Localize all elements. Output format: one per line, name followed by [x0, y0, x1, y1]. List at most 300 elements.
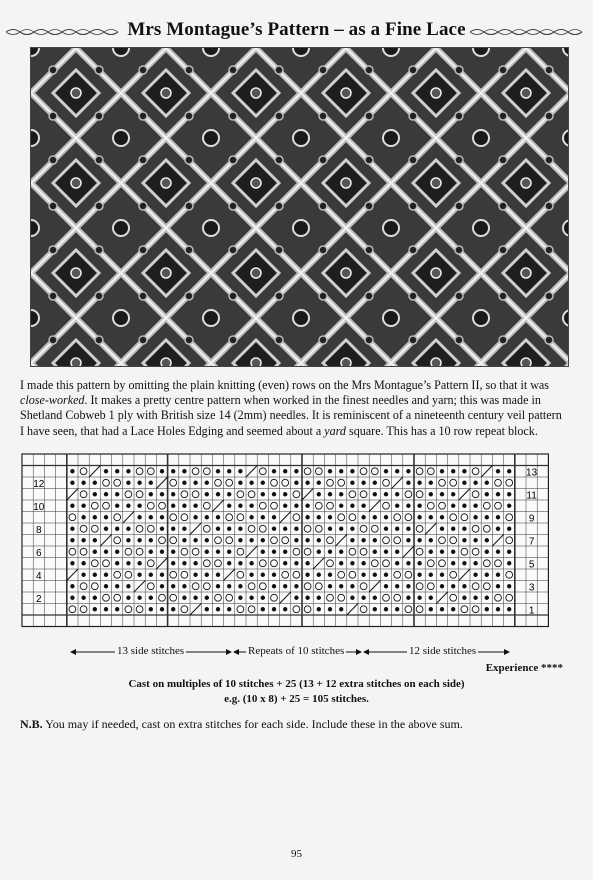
stitch-mark [328, 550, 332, 554]
stitch-mark [93, 538, 97, 542]
stitch-mark [171, 527, 175, 531]
stitch-mark [361, 573, 365, 577]
stitch-mark [249, 573, 253, 577]
stitch-mark [429, 550, 433, 554]
stitch-mark [485, 538, 489, 542]
stitch-mark [339, 504, 343, 508]
stitch-mark [272, 515, 276, 519]
stitch-mark [137, 481, 141, 485]
stitch-mark [81, 573, 85, 577]
stitch-mark [261, 492, 265, 496]
stitch-mark [171, 561, 175, 565]
stitch-mark [126, 596, 130, 600]
stitch-mark [440, 550, 444, 554]
stitch-mark [137, 504, 141, 508]
stitch-mark [137, 538, 141, 542]
stitch-mark [507, 527, 511, 531]
stitch-mark [137, 515, 141, 519]
stitch-mark [160, 469, 164, 473]
stitch-mark [373, 573, 377, 577]
stitch-mark [171, 492, 175, 496]
stitch-mark [485, 481, 489, 485]
stitch-mark [317, 515, 321, 519]
stitch-mark [81, 596, 85, 600]
stitch-mark [305, 573, 309, 577]
stitch-mark [462, 584, 466, 588]
stitch-mark [417, 538, 421, 542]
stitch-mark [361, 538, 365, 542]
stitch-mark [149, 481, 153, 485]
stitch-mark [406, 596, 410, 600]
stitch-mark [182, 584, 186, 588]
stitch-mark [193, 515, 197, 519]
stitch-mark [395, 469, 399, 473]
stitch-mark [429, 607, 433, 611]
stitch-mark [294, 561, 298, 565]
stitch-mark [261, 596, 265, 600]
stitch-mark [429, 538, 433, 542]
stitch-mark [93, 481, 97, 485]
stitch-mark [496, 527, 500, 531]
stitch-mark [485, 596, 489, 600]
stitch-mark [249, 515, 253, 519]
stitch-mark [205, 481, 209, 485]
stitch-mark [507, 550, 511, 554]
stitch-mark [216, 550, 220, 554]
stitch-mark [417, 573, 421, 577]
stitch-mark [160, 527, 164, 531]
stitch-mark [328, 469, 332, 473]
stitch-mark [417, 561, 421, 565]
stitch-mark [227, 492, 231, 496]
paragraph-text: I made this pattern by omitting the plain knitting (even) rows on the Mrs Montague’s Pattern II, so that it was [20, 378, 550, 392]
stitch-mark [328, 607, 332, 611]
stitch-mark [384, 584, 388, 588]
stitch-mark [440, 573, 444, 577]
stitch-mark [171, 550, 175, 554]
stitch-mark [384, 492, 388, 496]
chart-frame [22, 454, 548, 627]
stitch-mark [160, 492, 164, 496]
stitch-mark [507, 561, 511, 565]
stitch-mark [373, 607, 377, 611]
left-row-number: 10 [33, 501, 45, 513]
stitch-mark [473, 504, 477, 508]
stitch-mark [160, 607, 164, 611]
stitch-mark [451, 607, 455, 611]
stitch-mark [205, 596, 209, 600]
stitch-mark [485, 492, 489, 496]
left-row-number: 6 [36, 547, 42, 559]
stitch-mark [384, 550, 388, 554]
stitch-mark [462, 469, 466, 473]
stitch-mark [473, 538, 477, 542]
stitch-mark [93, 550, 97, 554]
paragraph-text: square. This has a 10 row repeat block. [345, 423, 538, 438]
stitch-mark [193, 561, 197, 565]
stitch-mark [238, 561, 242, 565]
stitch-mark [115, 527, 119, 531]
page-number: 95 [291, 848, 302, 860]
stitch-mark [485, 573, 489, 577]
right-row-number: 1 [528, 605, 535, 617]
stitch-mark [350, 504, 354, 508]
stitch-mark [373, 515, 377, 519]
stitch-mark [93, 515, 97, 519]
stitch-mark [182, 504, 186, 508]
stitch-mark [328, 492, 332, 496]
stitch-mark [373, 538, 377, 542]
stitch-mark [294, 596, 298, 600]
note [20, 717, 463, 732]
stitch-mark [440, 492, 444, 496]
stitch-mark [350, 469, 354, 473]
stitch-mark [429, 481, 433, 485]
stitch-mark [496, 492, 500, 496]
stitch-mark [126, 561, 130, 565]
stitch-mark [261, 573, 265, 577]
stitch-mark [395, 492, 399, 496]
note-lead: N.B. [20, 717, 43, 731]
stitch-mark [70, 481, 74, 485]
stitch-mark [238, 584, 242, 588]
stitch-mark [227, 469, 231, 473]
stitch-mark [283, 527, 287, 531]
paragraph-emphasis: yard [324, 423, 346, 438]
stitch-mark [328, 515, 332, 519]
stitch-mark [462, 561, 466, 565]
description-paragraph [20, 378, 568, 439]
stitch-mark [182, 481, 186, 485]
stitch-mark [93, 492, 97, 496]
stitch-mark [361, 481, 365, 485]
stitch-mark [406, 469, 410, 473]
lace-photo [30, 47, 569, 367]
stitch-mark [182, 538, 186, 542]
stitch-mark [440, 515, 444, 519]
stitch-mark [305, 561, 309, 565]
stitch-mark [205, 607, 209, 611]
stitch-mark [317, 607, 321, 611]
repeats-label: Repeats of 10 stitches [248, 645, 345, 657]
knitting-chart-grid [19, 451, 577, 635]
left-row-number: 4 [36, 570, 42, 582]
stitch-mark [496, 550, 500, 554]
stitch-mark [496, 607, 500, 611]
page-title: Mrs Montague’s Pattern – as a Fine Lace [127, 19, 466, 40]
stitch-mark [182, 527, 186, 531]
stitch-mark [339, 561, 343, 565]
stitch-mark [395, 607, 399, 611]
stitch-mark [205, 550, 209, 554]
stitch-mark [339, 492, 343, 496]
stitch-mark [81, 481, 85, 485]
stitch-mark [126, 527, 130, 531]
stitch-mark [339, 607, 343, 611]
stitch-mark [227, 561, 231, 565]
stitch-mark [384, 515, 388, 519]
stitch-mark [473, 515, 477, 519]
stitch-mark [373, 481, 377, 485]
stitch-mark [361, 561, 365, 565]
stitch-mark [272, 550, 276, 554]
stitch-mark [205, 492, 209, 496]
stitch-mark [451, 469, 455, 473]
cast-on-example: e.g. (10 x 8) + 25 = 105 stitches. [224, 693, 369, 705]
stitch-mark [104, 527, 108, 531]
stitch-mark [93, 607, 97, 611]
stitch-mark [350, 584, 354, 588]
stitch-mark [149, 538, 153, 542]
stitch-mark [339, 527, 343, 531]
right-row-number: 7 [528, 536, 535, 548]
stitch-mark [93, 596, 97, 600]
stitch-mark [395, 527, 399, 531]
stitch-mark [473, 573, 477, 577]
stitch-mark [328, 573, 332, 577]
stitch-mark [70, 596, 74, 600]
paragraph-emphasis: close-worked [20, 393, 85, 408]
left-row-number: 2 [36, 593, 42, 605]
stitch-mark [294, 504, 298, 508]
right-row-number: 9 [528, 513, 535, 525]
stitch-mark [350, 596, 354, 600]
stitch-mark [227, 527, 231, 531]
experience-rating: Experience **** [485, 662, 563, 674]
stitch-mark [104, 573, 108, 577]
stitch-mark [417, 504, 421, 508]
stitch-mark [283, 584, 287, 588]
stitch-mark [227, 584, 231, 588]
stitch-mark [373, 492, 377, 496]
right-row-number: 13 [526, 467, 538, 479]
stitch-mark [193, 596, 197, 600]
stitch-mark [417, 481, 421, 485]
stitch-mark [406, 561, 410, 565]
stitch-mark [104, 492, 108, 496]
stitch-mark [216, 469, 220, 473]
stitch-mark [317, 492, 321, 496]
stitch-mark [81, 515, 85, 519]
stitch-mark [126, 504, 130, 508]
stitch-mark [417, 596, 421, 600]
stitch-mark [384, 607, 388, 611]
stitch-mark [451, 492, 455, 496]
stitch-mark [462, 596, 466, 600]
stitch-mark [249, 504, 253, 508]
stitch-mark [507, 584, 511, 588]
stitch-mark [70, 504, 74, 508]
left-row-number: 8 [36, 524, 42, 536]
knitting-chart [19, 451, 577, 635]
stitch-mark [305, 538, 309, 542]
stitch-mark [171, 469, 175, 473]
stitch-mark [361, 504, 365, 508]
stitch-mark [384, 469, 388, 473]
stitch-mark [70, 561, 74, 565]
stitch-mark [496, 469, 500, 473]
stitch-mark [507, 492, 511, 496]
stitch-mark [451, 550, 455, 554]
stitch-mark [261, 538, 265, 542]
stitch-mark [238, 596, 242, 600]
stitch-mark [294, 584, 298, 588]
stitch-mark [272, 469, 276, 473]
cast-on-line: Cast on multiples of 10 stitches + 25 (13 + 12 extra stitches on each side) [128, 678, 465, 690]
stitch-mark [104, 515, 108, 519]
stitch-mark [216, 573, 220, 577]
stitch-mark [473, 561, 477, 565]
stitch-mark [272, 573, 276, 577]
stitch-mark [339, 469, 343, 473]
stitch-mark [283, 504, 287, 508]
stitch-mark [171, 504, 175, 508]
stitch-mark [328, 584, 332, 588]
stitch-mark [115, 561, 119, 565]
stitch-mark [249, 538, 253, 542]
stitch-mark [317, 481, 321, 485]
stitch-mark [70, 527, 74, 531]
stitch-mark [160, 515, 164, 519]
stitch-mark [149, 492, 153, 496]
stitch-mark [451, 584, 455, 588]
stitch-mark [126, 469, 130, 473]
stitch-mark [429, 492, 433, 496]
stitch-mark [115, 492, 119, 496]
stitch-mark [328, 527, 332, 531]
stitch-mark [395, 550, 399, 554]
stitch-mark [149, 607, 153, 611]
right-row-number: 5 [528, 559, 535, 571]
stitch-mark [406, 538, 410, 542]
stitch-mark [115, 584, 119, 588]
stitch-mark [294, 527, 298, 531]
side-left-label: 13 side stitches [117, 645, 185, 657]
stitch-mark [283, 550, 287, 554]
stitch-mark [81, 561, 85, 565]
stitch-mark [294, 538, 298, 542]
stitch-mark [205, 573, 209, 577]
left-row-number: 12 [33, 478, 45, 490]
stitch-mark [350, 561, 354, 565]
stitch-mark [193, 481, 197, 485]
stitch-mark [115, 550, 119, 554]
stitch-mark [305, 504, 309, 508]
stitch-mark [137, 596, 141, 600]
stitch-mark [305, 481, 309, 485]
stitch-mark [249, 481, 253, 485]
stitch-mark [317, 596, 321, 600]
stitch-mark [115, 469, 119, 473]
stitch-mark [70, 469, 74, 473]
stitch-mark [350, 527, 354, 531]
stitch-mark [261, 481, 265, 485]
stitch-mark [485, 607, 489, 611]
stitch-mark [294, 469, 298, 473]
note-text: You may if needed, cast on extra stitches for each side. Include these in the above sum. [42, 717, 463, 731]
stitch-mark [93, 573, 97, 577]
stitch-mark [384, 527, 388, 531]
stitch-mark [339, 550, 343, 554]
stitch-mark [361, 515, 365, 519]
stitch-mark [160, 550, 164, 554]
stitch-mark [496, 515, 500, 519]
stitch-mark [406, 481, 410, 485]
stitch-mark [216, 492, 220, 496]
cast-on-instructions [0, 677, 593, 707]
stitch-mark [126, 481, 130, 485]
stitch-mark [451, 561, 455, 565]
stitch-mark [261, 607, 265, 611]
stitch-mark [115, 607, 119, 611]
stitch-mark [238, 538, 242, 542]
side-right-label: 12 side stitches [409, 645, 477, 657]
stitch-mark [294, 481, 298, 485]
stitch-mark [384, 573, 388, 577]
stitch-mark [272, 607, 276, 611]
stitch-mark [193, 538, 197, 542]
stitch-mark [272, 584, 276, 588]
stitch-mark [462, 481, 466, 485]
stitch-mark [429, 596, 433, 600]
stitch-mark [227, 550, 231, 554]
stitch-mark [473, 596, 477, 600]
stitch-mark [451, 504, 455, 508]
stitch-mark [238, 469, 242, 473]
stitch-mark [126, 584, 130, 588]
stitch-mark [440, 607, 444, 611]
stitch-mark [104, 469, 108, 473]
stitch-mark [406, 527, 410, 531]
stitch-mark [485, 515, 489, 519]
stitch-mark [462, 538, 466, 542]
stitch-mark [406, 504, 410, 508]
stitch-mark [205, 538, 209, 542]
stitch-mark [137, 573, 141, 577]
stitch-mark [507, 504, 511, 508]
stitch-mark [440, 584, 444, 588]
stitch-mark [485, 550, 489, 554]
stitch-mark [115, 504, 119, 508]
stitch-mark [182, 469, 186, 473]
stitch-mark [137, 561, 141, 565]
stitch-mark [496, 584, 500, 588]
stitch-mark [429, 573, 433, 577]
stitch-mark [238, 504, 242, 508]
stitch-mark [149, 596, 153, 600]
stitch-mark [104, 607, 108, 611]
stitch-mark [149, 550, 153, 554]
stitch-mark [182, 596, 186, 600]
stitch-mark [216, 584, 220, 588]
stitch-mark [193, 573, 197, 577]
stitch-mark [227, 607, 231, 611]
stitch-mark [238, 527, 242, 531]
stitch-mark [193, 504, 197, 508]
stitch-mark [205, 515, 209, 519]
stitch-mark [283, 607, 287, 611]
stitch-mark [249, 596, 253, 600]
stitch-mark [249, 561, 253, 565]
stitch-mark [429, 515, 433, 519]
right-row-number: 11 [526, 490, 537, 502]
stitch-mark [462, 504, 466, 508]
stitch-mark [373, 596, 377, 600]
title-bar [0, 6, 593, 46]
stitch-mark [283, 561, 287, 565]
stitch-mark [272, 492, 276, 496]
stitch-mark [104, 550, 108, 554]
